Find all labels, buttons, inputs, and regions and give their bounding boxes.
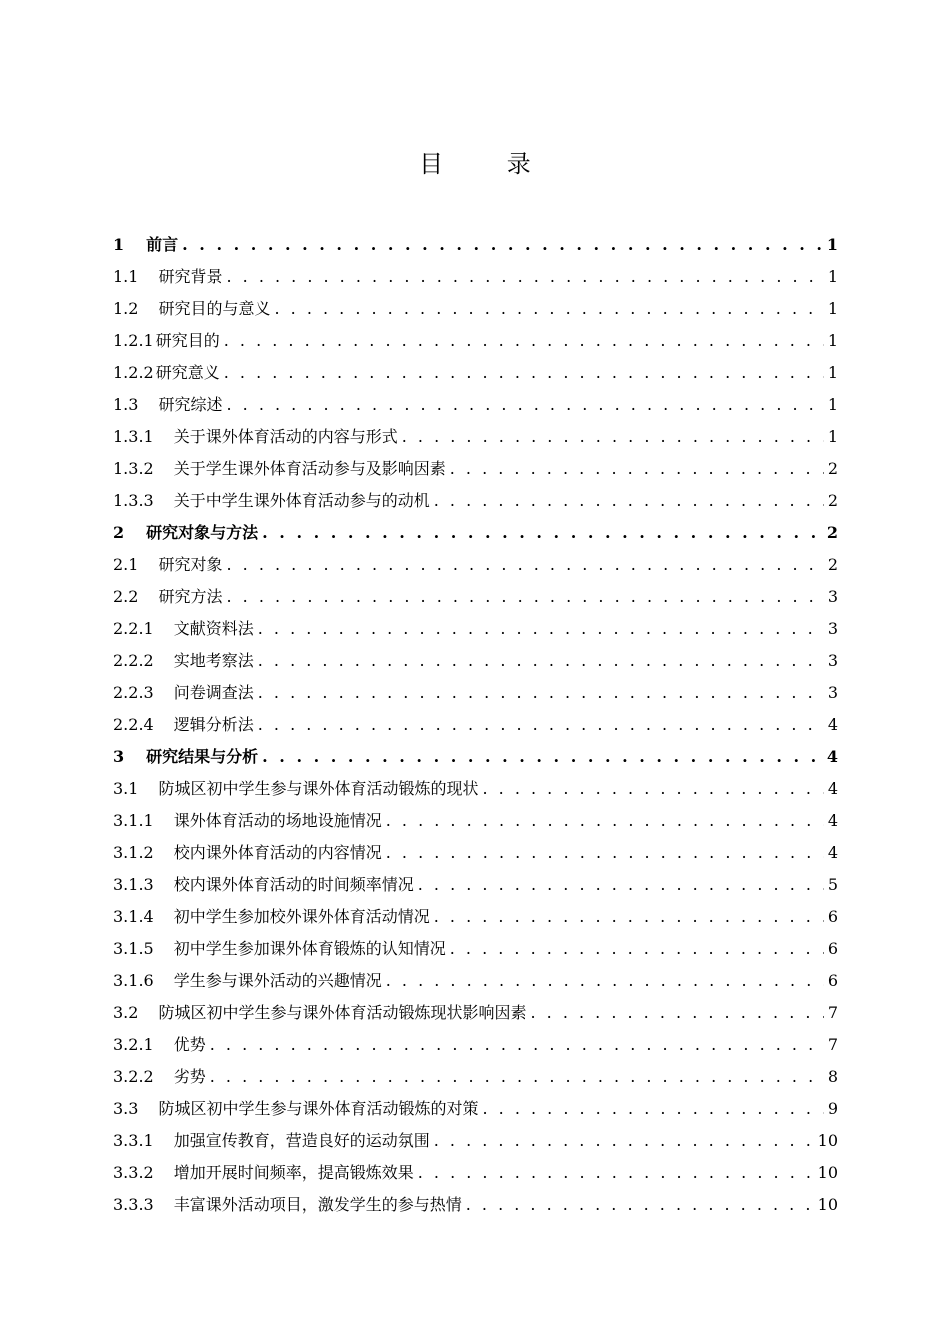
toc-entry-number: 3.2.1 bbox=[113, 1035, 154, 1054]
toc-entry-number: 2 bbox=[113, 523, 125, 542]
toc-entry-title: 优势 bbox=[173, 1035, 206, 1054]
toc-entry-title: 防城区初中学生参与课外体育活动锻炼的现状 bbox=[158, 779, 479, 798]
toc-leader-dots bbox=[182, 229, 823, 261]
toc-entry-number: 2.2.3 bbox=[113, 683, 154, 702]
toc-leader-dots bbox=[224, 357, 824, 389]
toc-entry-number: 1.2.1 bbox=[113, 331, 154, 350]
toc-entry-title: 关于学生课外体育活动参与及影响因素 bbox=[173, 459, 446, 478]
toc-entry[interactable] bbox=[113, 453, 838, 485]
toc-entry-number: 1.3.3 bbox=[113, 491, 154, 510]
toc-entry-number: 3.3.3 bbox=[113, 1195, 154, 1214]
toc-entry-number: 1.2.2 bbox=[113, 363, 154, 382]
toc-entry-number: 3.1.1 bbox=[113, 811, 154, 830]
toc-entry-number: 1.3 bbox=[113, 395, 139, 414]
toc-entry-number: 2.2 bbox=[113, 587, 139, 606]
toc-entry[interactable] bbox=[113, 709, 838, 741]
toc-entry-number: 1.3.2 bbox=[113, 459, 154, 478]
toc-leader-dots bbox=[210, 1061, 824, 1093]
toc-entry-number: 3.1.6 bbox=[113, 971, 154, 990]
toc-entry[interactable] bbox=[113, 933, 838, 965]
toc-entry[interactable] bbox=[113, 677, 838, 709]
toc-leader-dots bbox=[258, 677, 824, 709]
toc-leader-dots bbox=[434, 1125, 814, 1157]
toc-entry-page: 9 bbox=[827, 1099, 838, 1118]
toc-entry[interactable] bbox=[113, 261, 838, 293]
toc-entry-page: 7 bbox=[827, 1035, 838, 1054]
toc-entry-title: 研究背景 bbox=[158, 267, 223, 286]
toc-leader-dots bbox=[224, 325, 824, 357]
toc-entry[interactable] bbox=[113, 869, 838, 901]
toc-entry[interactable] bbox=[113, 773, 838, 805]
toc-entry[interactable] bbox=[113, 613, 838, 645]
toc-entry-title: 校内课外体育活动的内容情况 bbox=[173, 843, 382, 862]
toc-leader-dots bbox=[466, 1189, 814, 1221]
toc-entry-page: 4 bbox=[827, 843, 838, 862]
toc-leader-dots bbox=[530, 997, 823, 1029]
table-of-contents bbox=[113, 229, 838, 1221]
toc-entry-title: 关于课外体育活动的内容与形式 bbox=[173, 427, 398, 446]
toc-entry[interactable] bbox=[113, 485, 838, 517]
toc-entry-title: 劣势 bbox=[173, 1067, 206, 1086]
page-title: 目 录 bbox=[419, 150, 559, 178]
toc-entry-page: 2 bbox=[827, 491, 838, 510]
toc-entry-page: 4 bbox=[827, 715, 838, 734]
toc-entry-number: 3 bbox=[113, 747, 125, 766]
toc-leader-dots bbox=[450, 453, 824, 485]
toc-entry-number: 3.1.2 bbox=[113, 843, 154, 862]
toc-entry[interactable] bbox=[113, 741, 838, 773]
toc-leader-dots bbox=[258, 709, 824, 741]
toc-entry-title: 文献资料法 bbox=[173, 619, 254, 638]
toc-leader-dots bbox=[210, 1029, 824, 1061]
toc-entry[interactable] bbox=[113, 901, 838, 933]
toc-leader-dots bbox=[262, 741, 823, 773]
toc-entry-page: 3 bbox=[827, 587, 838, 606]
toc-entry[interactable] bbox=[113, 837, 838, 869]
toc-leader-dots bbox=[258, 645, 824, 677]
toc-leader-dots bbox=[386, 965, 824, 997]
toc-entry-page: 7 bbox=[827, 1003, 838, 1022]
toc-leader-dots bbox=[434, 485, 824, 517]
toc-entry[interactable] bbox=[113, 1189, 838, 1221]
toc-entry-title: 加强宣传教育，营造良好的运动氛围 bbox=[173, 1131, 430, 1150]
toc-entry[interactable] bbox=[113, 1061, 838, 1093]
toc-entry-title: 研究对象与方法 bbox=[146, 523, 259, 542]
toc-entry-page: 2 bbox=[826, 523, 838, 542]
toc-entry-number: 1.2 bbox=[113, 299, 139, 318]
toc-entry-page: 6 bbox=[827, 907, 838, 926]
toc-entry[interactable] bbox=[113, 357, 838, 389]
toc-entry[interactable] bbox=[113, 1029, 838, 1061]
toc-entry[interactable] bbox=[113, 517, 838, 549]
toc-entry-number: 3.1.3 bbox=[113, 875, 154, 894]
toc-entry-title: 初中学生参加课外体育锻炼的认知情况 bbox=[173, 939, 446, 958]
toc-entry-title: 逻辑分析法 bbox=[173, 715, 254, 734]
toc-entry-number: 1 bbox=[113, 235, 125, 254]
toc-entry[interactable] bbox=[113, 549, 838, 581]
toc-leader-dots bbox=[418, 869, 824, 901]
toc-entry-number: 2.2.1 bbox=[113, 619, 154, 638]
toc-entry[interactable] bbox=[113, 997, 838, 1029]
toc-entry-page: 1 bbox=[827, 363, 838, 382]
toc-entry-title: 防城区初中学生参与课外体育活动锻炼现状影响因素 bbox=[158, 1003, 527, 1022]
toc-entry-number: 2.2.2 bbox=[113, 651, 154, 670]
toc-entry-number: 3.2 bbox=[113, 1003, 139, 1022]
toc-leader-dots bbox=[226, 581, 823, 613]
toc-leader-dots bbox=[262, 517, 823, 549]
toc-entry-page: 3 bbox=[827, 651, 838, 670]
toc-entry-page: 8 bbox=[827, 1067, 838, 1086]
toc-leader-dots bbox=[418, 1157, 814, 1189]
toc-entry-page: 6 bbox=[827, 939, 838, 958]
toc-entry-number: 3.1.4 bbox=[113, 907, 154, 926]
toc-entry-title: 初中学生参加校外课外体育活动情况 bbox=[173, 907, 430, 926]
toc-entry-page: 6 bbox=[827, 971, 838, 990]
toc-leader-dots bbox=[226, 549, 823, 581]
toc-entry-page: 10 bbox=[817, 1131, 838, 1150]
toc-leader-dots bbox=[450, 933, 824, 965]
toc-leader-dots bbox=[226, 261, 823, 293]
toc-leader-dots bbox=[402, 421, 824, 453]
toc-entry-title: 研究目的 bbox=[155, 331, 220, 350]
toc-entry-title: 校内课外体育活动的时间频率情况 bbox=[173, 875, 414, 894]
toc-leader-dots bbox=[482, 773, 823, 805]
toc-entry-title: 研究目的与意义 bbox=[158, 299, 271, 318]
toc-entry-page: 2 bbox=[827, 459, 838, 478]
toc-leader-dots bbox=[386, 837, 824, 869]
toc-entry-page: 10 bbox=[817, 1163, 838, 1182]
toc-entry[interactable] bbox=[113, 421, 838, 453]
toc-entry-number: 3.3.1 bbox=[113, 1131, 154, 1150]
toc-entry[interactable] bbox=[113, 389, 838, 421]
toc-entry[interactable] bbox=[113, 1093, 838, 1125]
toc-entry-title: 研究综述 bbox=[158, 395, 223, 414]
toc-entry-page: 1 bbox=[827, 427, 838, 446]
toc-entry-number: 3.1.5 bbox=[113, 939, 154, 958]
toc-entry-page: 1 bbox=[827, 331, 838, 350]
toc-entry[interactable] bbox=[113, 805, 838, 837]
toc-entry-title: 防城区初中学生参与课外体育活动锻炼的对策 bbox=[158, 1099, 479, 1118]
toc-entry-title: 问卷调查法 bbox=[173, 683, 254, 702]
toc-entry-title: 课外体育活动的场地设施情况 bbox=[173, 811, 382, 830]
toc-entry-page: 4 bbox=[826, 747, 838, 766]
toc-leader-dots bbox=[226, 389, 823, 421]
toc-entry-page: 2 bbox=[827, 555, 838, 574]
toc-leader-dots bbox=[386, 805, 824, 837]
toc-entry-title: 研究方法 bbox=[158, 587, 223, 606]
toc-entry[interactable] bbox=[113, 1157, 838, 1189]
toc-entry-title: 增加开展时间频率，提高锻炼效果 bbox=[173, 1163, 414, 1182]
toc-entry[interactable] bbox=[113, 1125, 838, 1157]
toc-entry-number: 1.3.1 bbox=[113, 427, 154, 446]
toc-entry[interactable] bbox=[113, 325, 838, 357]
toc-entry[interactable] bbox=[113, 293, 838, 325]
toc-entry[interactable] bbox=[113, 229, 838, 261]
toc-entry-title: 关于中学生课外体育活动参与的动机 bbox=[173, 491, 430, 510]
toc-entry-title: 研究意义 bbox=[155, 363, 220, 382]
toc-leader-dots bbox=[258, 613, 824, 645]
toc-entry-title: 前言 bbox=[146, 235, 179, 254]
toc-entry[interactable] bbox=[113, 645, 838, 677]
toc-entry-number: 3.2.2 bbox=[113, 1067, 154, 1086]
toc-entry-page: 4 bbox=[827, 811, 838, 830]
toc-entry-page: 3 bbox=[827, 619, 838, 638]
toc-entry-number: 2.1 bbox=[113, 555, 139, 574]
toc-entry-number: 3.1 bbox=[113, 779, 139, 798]
toc-entry-title: 学生参与课外活动的兴趣情况 bbox=[173, 971, 382, 990]
toc-entry-title: 丰富课外活动项目，激发学生的参与热情 bbox=[173, 1195, 462, 1214]
toc-entry-page: 1 bbox=[827, 299, 838, 318]
toc-leader-dots bbox=[482, 1093, 823, 1125]
toc-entry[interactable] bbox=[113, 581, 838, 613]
toc-entry-number: 1.1 bbox=[113, 267, 139, 286]
toc-entry[interactable] bbox=[113, 965, 838, 997]
toc-entry-page: 1 bbox=[826, 235, 838, 254]
toc-entry-page: 4 bbox=[827, 779, 838, 798]
toc-leader-dots bbox=[274, 293, 823, 325]
toc-leader-dots bbox=[434, 901, 824, 933]
toc-entry-title: 研究对象 bbox=[158, 555, 223, 574]
toc-entry-number: 3.3.2 bbox=[113, 1163, 154, 1182]
toc-entry-number: 3.3 bbox=[113, 1099, 139, 1118]
toc-entry-page: 10 bbox=[817, 1195, 838, 1214]
toc-entry-page: 3 bbox=[827, 683, 838, 702]
toc-entry-title: 研究结果与分析 bbox=[146, 747, 259, 766]
toc-entry-number: 2.2.4 bbox=[113, 715, 154, 734]
toc-entry-page: 5 bbox=[827, 875, 838, 894]
toc-entry-page: 1 bbox=[827, 395, 838, 414]
toc-entry-page: 1 bbox=[827, 267, 838, 286]
toc-entry-title: 实地考察法 bbox=[173, 651, 254, 670]
